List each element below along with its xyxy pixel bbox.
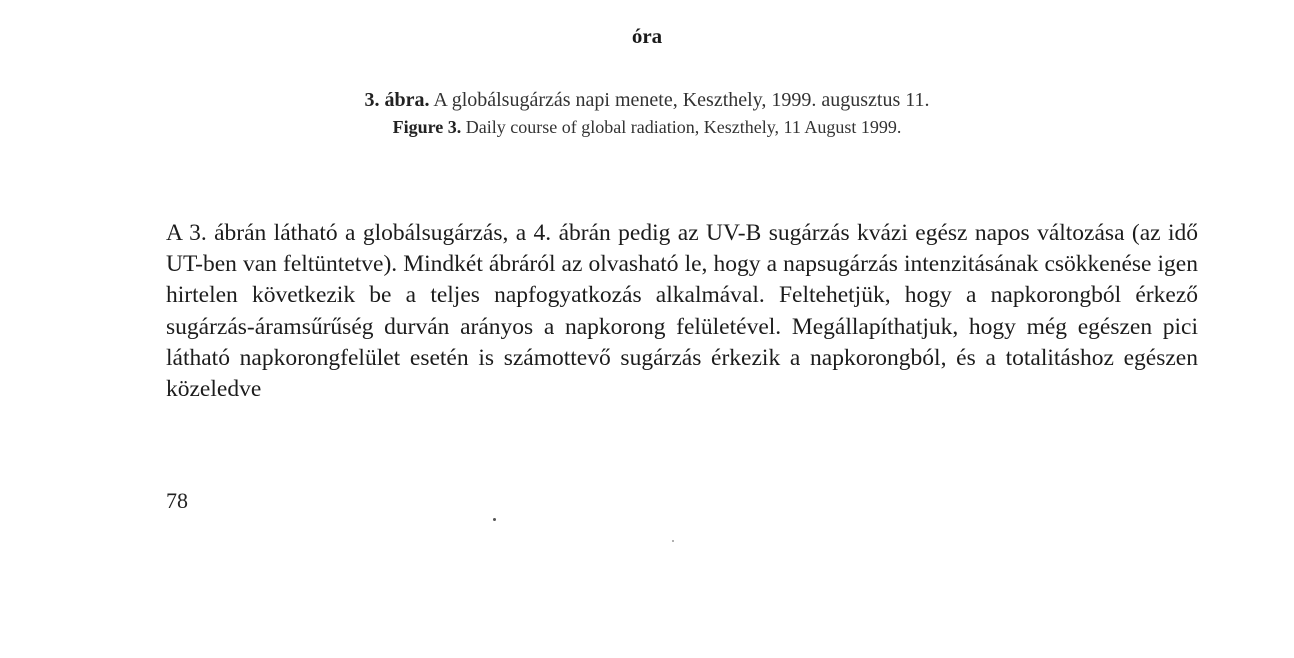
scan-speck xyxy=(672,540,674,542)
figure-caption-english xyxy=(0,117,1294,138)
figure-caption-english-label: Figure 3. xyxy=(392,117,462,137)
body-paragraph: A 3. ábrán látható a globálsugárzás, a 4. ábrán pedig az UV-B sugárzás kvázi egész napos változása (az idő UT-ben van feltüntetve). Mindkét ábráról az olvasható le, hogy a napsugárzás intenzitásának csökkenése igen hirtelen következik be a teljes napfogyatkozás alkalmával. Feltehetjük, hogy a napkorongból érkező sugárzás-áramsűrűség durván arányos a napkorong felületével. Megállapíthatjuk, hogy még egészen pici látható napkorongfelület esetén is számottevő sugárzás érkezik a napkorongból, és a totalitáshoz egészen közeledve xyxy=(166,220,1198,403)
figure-x-axis-unit: óra xyxy=(631,24,663,48)
figure-caption-hungarian-label: 3. ábra. xyxy=(364,89,430,111)
scan-speck xyxy=(493,518,496,521)
figure-caption-hungarian xyxy=(0,89,1294,112)
page-number: 78 xyxy=(166,488,188,513)
figure-caption-hungarian-text: A globálsugárzás napi menete, Keszthely, 1999. augusztus 11. xyxy=(429,89,930,111)
figure-caption-english-text: Daily course of global radiation, Keszthely, 11 August 1999. xyxy=(461,117,902,137)
